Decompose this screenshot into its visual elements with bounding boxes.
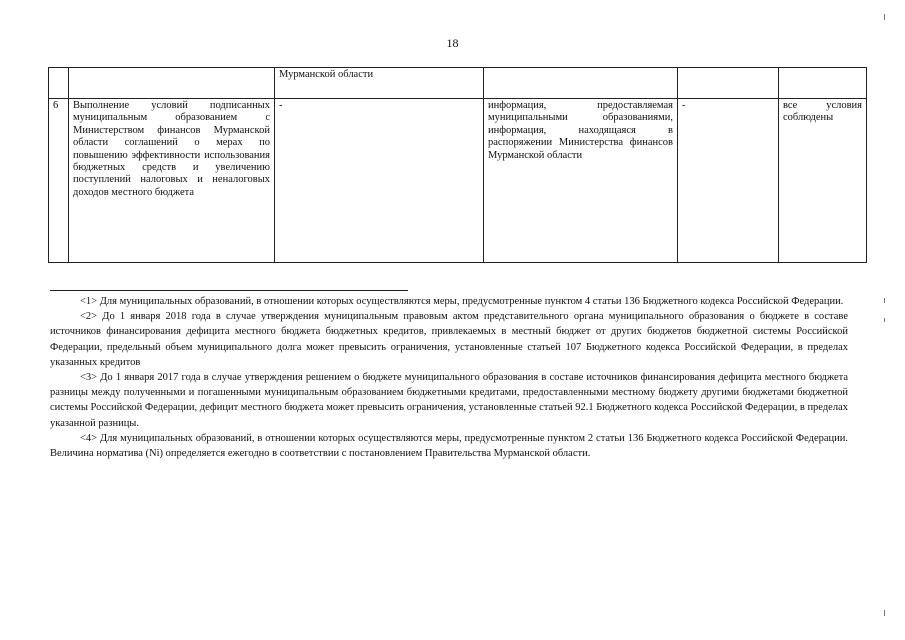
indicators-table (48, 67, 867, 263)
indicator-cell (69, 68, 275, 99)
footnote-2: <2> До 1 января 2018 года в случае утверждения муниципальным правовым актом представительного органа муниципального образования о бюджете в составе источников финансирования дефицита местного бюджета бюджетных кредитов, привлекаемых в местный бюджет от других бюджетов бюджетной системы Российской Федерации, предельный объем муниципального долга может превысить ограничения, установленные статьей 107 Бюджетного кодекса Российской Федерации, в пределах указанных кредитов (50, 311, 848, 368)
footnote-3: <3> До 1 января 2017 года в случае утверждения решением о бюджете муниципального образования в составе источников финансирования дефицита местного бюджета разницы между полученными и погашенными муниципальным образованием бюджетными кредитами, предоставленными местному бюджету другими бюджетами бюджетной системы Российской Федерации, дефицит местного бюджета может превысить ограничения, установленные статьей 92.1 Бюджетного кодекса Российской Федерации, в пределах указанной разницы. (50, 372, 848, 429)
table-cell: Мурманской области (275, 68, 484, 99)
criterion-cell: все условия соблюдены (779, 99, 867, 263)
source-cell: информация, предоставляемая муниципальными образованиями, информация, находящаяся в распоряжении Министерства финансов Мурманской области (484, 99, 678, 263)
scan-artifact (884, 298, 885, 303)
row-number-cell (49, 68, 69, 99)
table-row (49, 68, 867, 99)
table-cell: - (275, 99, 484, 263)
table-cell: - (678, 99, 779, 263)
scan-artifact (884, 14, 885, 20)
footnote-1: <1> Для муниципальных образований, в отношении которых осуществляются меры, предусмотренные пунктом 4 статьи 136 Бюджетного кодекса Российской Федерации. (80, 296, 844, 307)
indicator-cell: Выполнение условий подписанных муниципальным образованием с Министерством финансов Мурманской области соглашений о мерах по повышению эффективности использования бюджетных средств и увеличению поступлений налоговых и неналоговых доходов местного бюджета (69, 99, 275, 263)
table-row (49, 99, 867, 263)
footnote-separator (50, 290, 408, 291)
scan-artifact (884, 610, 885, 616)
footnotes (50, 294, 848, 461)
page-number: 18 (446, 36, 459, 50)
table-cell (678, 68, 779, 99)
footnote-4: <4> Для муниципальных образований, в отношении которых осуществляются меры, предусмотренные пунктом 2 статьи 136 Бюджетного кодекса Российской Федерации. Величина норматива (Ni) определяется ежегодно в соответствии с постановлением Правительства Мурманской области. (50, 432, 848, 460)
source-cell (484, 68, 678, 99)
scan-artifact (884, 318, 885, 322)
criterion-cell (779, 68, 867, 99)
row-number-cell: 6 (49, 99, 69, 263)
